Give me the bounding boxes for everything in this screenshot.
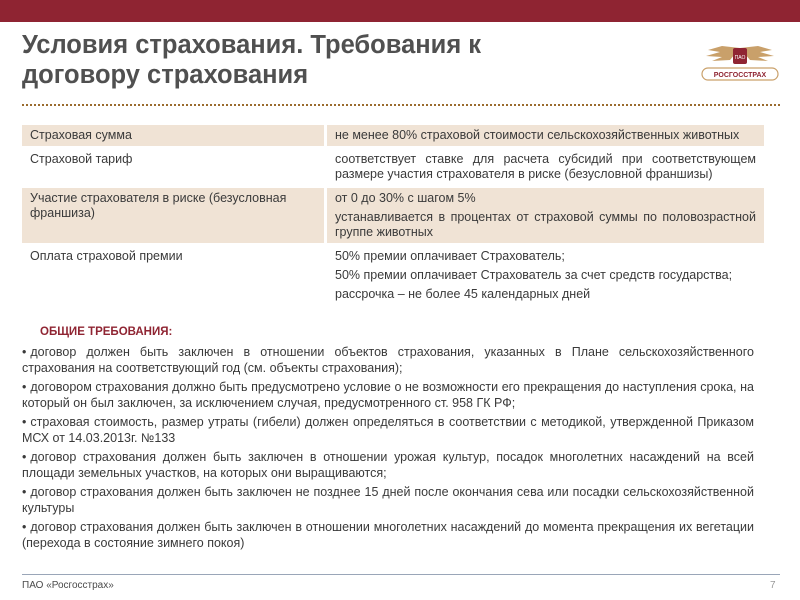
terms-label: Страховая сумма: [22, 125, 327, 146]
terms-value-line: от 0 до 30% с шагом 5%: [335, 191, 476, 205]
terms-value-line: рассрочка – не более 45 календарных дней: [335, 287, 591, 301]
requirement-item: [22, 344, 754, 376]
terms-value-line: не менее 80% страховой стоимости сельскохозяйственных животных: [335, 128, 740, 142]
bullet-icon: •: [22, 450, 27, 464]
terms-row: [22, 125, 764, 146]
bullet-icon: •: [22, 415, 27, 429]
terms-value-line: 50% премии оплачивает Страхователь за счет средств государства;: [335, 268, 733, 282]
terms-value-line: соответствует ставке для расчета субсидий при соответствующем размере участия страхователя в риске (безусловной франшизы): [335, 152, 756, 181]
terms-row: [22, 149, 764, 185]
terms-value: [327, 149, 764, 185]
rosgosstrakh-logo: [700, 42, 780, 90]
general-requirements-list: [22, 344, 754, 554]
terms-label: Участие страхователя в риске (безусловная франшиза): [22, 188, 327, 243]
requirement-text: страховая стоимость, размер утраты (гибели) должен определяться в соответствии с методикой, утвержденной Приказом МСХ от 14.03.2013г. №133: [22, 415, 754, 445]
logo-badge-text: ПАО: [734, 55, 746, 61]
terms-value: [327, 188, 764, 243]
general-requirements-heading: ОБЩИЕ ТРЕБОВАНИЯ:: [40, 326, 173, 338]
terms-label: Страховой тариф: [22, 149, 327, 185]
footer-divider: [22, 574, 780, 575]
bullet-icon: •: [22, 380, 27, 394]
page-title-line-1: Условия страхования. Требования к: [22, 31, 482, 59]
requirement-text: договор страхования должен быть заключен не позднее 15 дней после окончания сева или посадки сельскохозяйственной культуры: [22, 485, 754, 515]
terms-label: Оплата страховой премии: [22, 246, 327, 305]
terms-value: [327, 125, 764, 146]
page-title: [22, 30, 642, 90]
terms-row: [22, 188, 764, 243]
requirement-item: [22, 519, 754, 551]
footer-company: ПАО «Росгосстрах»: [22, 580, 114, 591]
terms-value: [327, 246, 764, 305]
requirement-item: [22, 414, 754, 446]
requirement-text: договор должен быть заключен в отношении объектов страхования, указанных в Плане сельскохозяйственного страхования на соответствующий год (см. объекты страхования);: [22, 345, 754, 375]
requirement-text: договор страхования должен быть заключен в отношении многолетних насаждений до момента прекращения их вегетации (перехода в состояние зимнего покоя): [22, 520, 754, 550]
terms-value-line: 50% премии оплачивает Страхователь;: [335, 249, 565, 263]
terms-value-line: устанавливается в процентах от страховой суммы по половозрастной группе животных: [335, 210, 756, 239]
page-number: 7: [770, 580, 776, 591]
insurance-terms-table: [22, 122, 764, 308]
top-brand-bar: [0, 0, 800, 22]
page-title-line-2: договору страхования: [22, 61, 309, 89]
bullet-icon: •: [22, 345, 27, 359]
requirement-item: [22, 484, 754, 516]
terms-row: [22, 246, 764, 305]
logo-wordmark: РОСГОССТРАХ: [713, 72, 767, 79]
requirement-text: договор страхования должен быть заключен в отношении урожая культур, посадок многолетних насаждений на всей площади земельных участков, на которых они выращиваются;: [22, 450, 754, 480]
bullet-icon: •: [22, 485, 27, 499]
requirement-item: [22, 449, 754, 481]
requirement-item: [22, 379, 754, 411]
requirement-text: договором страхования должно быть предусмотрено условие о не возможности его прекращения до наступления срока, на который он был заключен, за исключением случая, предусмотренного ст. 958 ГК РФ;: [22, 380, 754, 410]
bullet-icon: •: [22, 520, 27, 534]
title-dotted-divider: [22, 104, 780, 106]
